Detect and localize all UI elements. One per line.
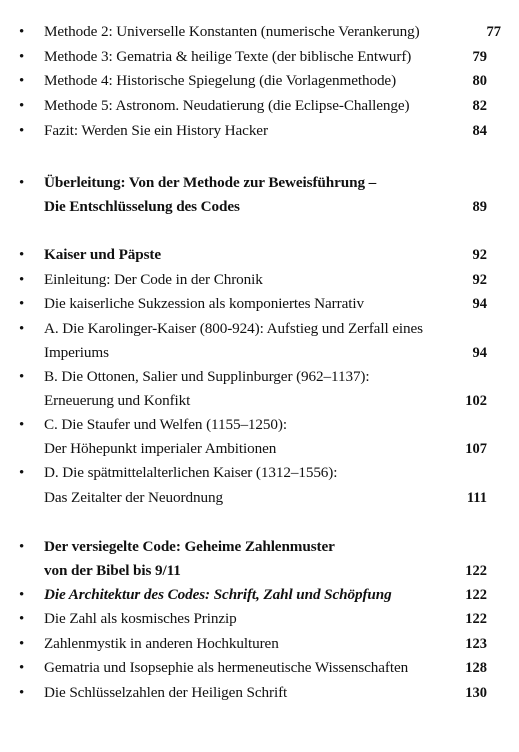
toc-entry [0,413,519,437]
toc-entry-page: 122 [465,587,487,603]
toc-entry [0,317,519,341]
bullet-icon [19,292,29,316]
toc-entry-title: Das Zeitalter der Neuordnung [44,489,223,506]
toc-entry-title: Erneuerung und Konfikt [44,392,191,409]
bullet-icon [19,69,29,93]
toc-subsection-heading [0,583,519,607]
toc-entry-title: Fazit: Werden Sie ein History Hacker [44,122,268,139]
bullet-icon [19,583,29,607]
bullet-icon [19,94,29,118]
toc-entry [0,45,519,69]
toc-entry-title: Überleitung: Von der Methode zur Beweisführung – [44,174,377,191]
toc-entry [0,461,519,485]
bullet-icon [19,171,29,195]
toc-entry [0,292,519,316]
toc-entry [0,119,519,143]
bullet-icon [19,607,29,631]
bullet-icon [19,365,29,389]
toc-entry-title: Die Schlüsselzahlen der Heiligen Schrift [44,684,288,701]
toc-entry [0,268,519,292]
toc-entry-title: Methode 3: Gematria & heilige Texte (der biblische Entwurf) [44,48,412,65]
toc-entry-page: 130 [465,685,487,701]
bullet-icon [19,632,29,656]
toc-entry-title: Der Höhepunkt imperialer Ambitionen [44,440,277,457]
toc-entry-title: Gematria und Isopsephie als hermeneutische Wissenschaften [44,659,409,676]
toc-entry-page: 111 [466,490,487,506]
toc-entry-page: 94 [472,296,487,312]
toc-entry [0,681,519,705]
toc-entry [0,632,519,656]
toc-entry-title: Methode 4: Historische Spiegelung (die Vorlagenmethode) [44,72,397,89]
toc-section-heading [0,535,519,559]
toc-entry-page: 84 [472,123,487,139]
toc-entry-title: Der versiegelte Code: Geheime Zahlenmuster [44,538,335,555]
toc-entry [0,94,519,118]
toc-entry-page: 94 [472,345,487,361]
toc-entry-title: Zahlenmystik in anderen Hochkulturen [44,635,279,652]
bullet-icon [19,243,29,267]
toc-entry-title: Die Zahl als kosmisches Prinzip [44,610,237,627]
bullet-icon [19,20,29,44]
toc-entry-continued [0,486,519,510]
toc-entry-title: B. Die Ottonen, Salier und Supplinburger (962–1137): [44,368,370,385]
toc-entry-page: 128 [465,660,487,676]
bullet-icon [19,413,29,437]
toc-entry-continued [0,437,519,461]
toc-entry-page: 123 [465,636,487,652]
toc-entry-title: Imperiums [44,344,109,361]
bullet-icon [19,45,29,69]
toc-entry-page: 77 [486,24,501,40]
toc-entry-page: 92 [472,272,487,288]
toc-entry-page: 122 [465,611,487,627]
toc-entry-page: 79 [472,49,487,65]
toc-entry-page: 122 [465,563,487,579]
toc-section-heading-continued [0,559,519,583]
toc-section-heading [0,243,519,267]
bullet-icon [19,681,29,705]
toc-section-heading [0,171,519,195]
toc-entry [0,365,519,389]
toc-entry-title: Methode 2: Universelle Konstanten (numerische Verankerung) [44,23,420,40]
bullet-icon [19,656,29,680]
toc-entry-title: Einleitung: Der Code in der Chronik [44,271,263,288]
toc-entry-title: Die kaiserliche Sukzession als komponiertes Narrativ [44,295,364,312]
toc-entry-continued [0,341,519,365]
toc-entry-continued [0,389,519,413]
toc-entry-title: C. Die Staufer und Welfen (1155–1250): [44,416,287,433]
toc-entry [0,69,519,93]
toc-entry-title: Methode 5: Astronom. Neudatierung (die Eclipse-Challenge) [44,97,410,114]
bullet-icon [19,119,29,143]
bullet-icon [19,317,29,341]
toc-entry [0,20,519,44]
bullet-icon [19,268,29,292]
toc-entry-page: 80 [472,73,487,89]
toc-entry-title: A. Die Karolinger-Kaiser (800-924): Aufstieg und Zerfall eines [44,320,423,337]
toc-entry-title: D. Die spätmittelalterlichen Kaiser (1312–1556): [44,464,338,481]
toc-section-heading-continued [0,195,519,219]
toc-entry-title: von der Bibel bis 9/11 [44,562,181,579]
toc-entry-page: 92 [472,247,487,263]
toc-entry-page: 107 [465,441,487,457]
toc-entry [0,607,519,631]
bullet-icon [19,535,29,559]
toc-entry [0,656,519,680]
toc-entry-page: 82 [472,98,487,114]
toc-entry-title: Kaiser und Päpste [44,246,162,263]
bullet-icon [19,461,29,485]
toc-entry-page: 102 [465,393,487,409]
toc-entry-page: 89 [472,199,487,215]
toc-entry-title: Die Entschlüsselung des Codes [44,198,240,215]
toc-entry-title: Die Architektur des Codes: Schrift, Zahl und Schöpfung [44,586,392,603]
